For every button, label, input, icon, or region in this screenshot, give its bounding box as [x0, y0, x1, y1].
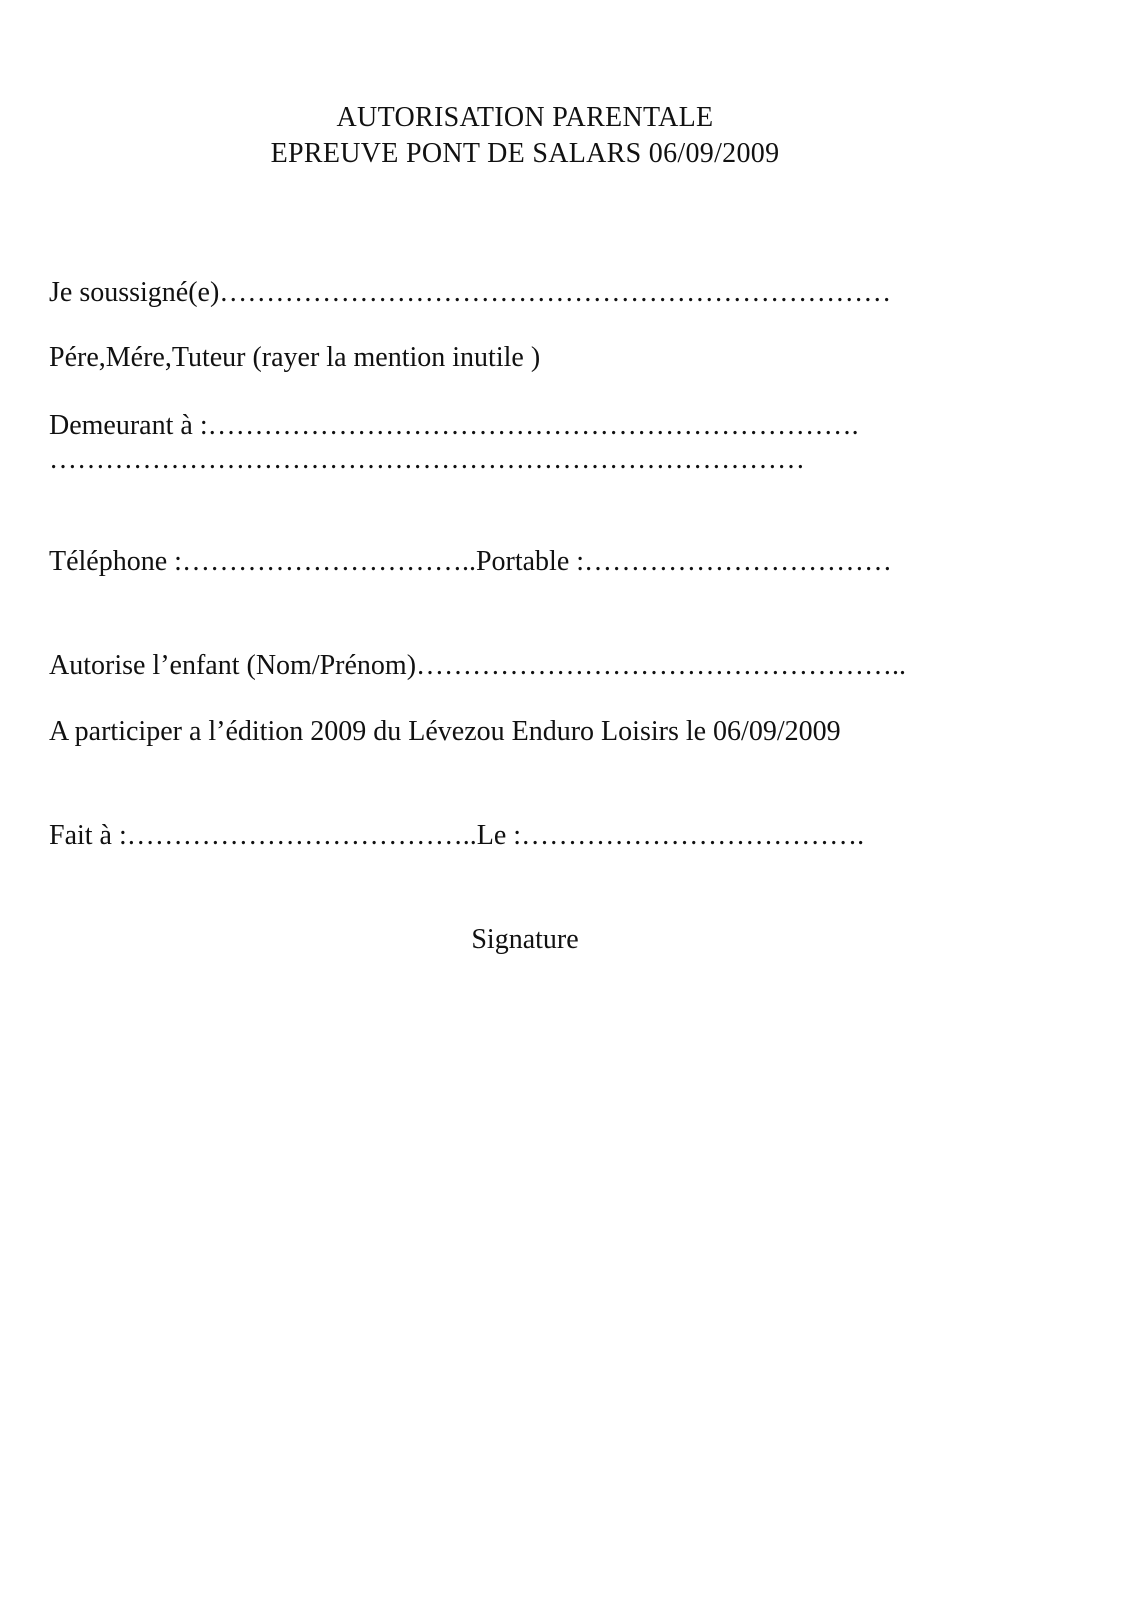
signature-label: Signature: [471, 924, 579, 955]
enfant-field[interactable]: ……………………………………………..: [416, 650, 907, 681]
participation-row: A participer a l’édition 2009 du Lévezou Enduro Loisirs le 06/09/2009: [49, 716, 841, 747]
soussigne-row: [49, 277, 891, 309]
portable-label: Portable :: [475, 546, 585, 577]
soussigne-label: Je soussigné(e): [49, 277, 220, 308]
demeurant-continuation-field[interactable]: ………………………………………………………………………: [49, 444, 805, 475]
demeurant-row: [49, 410, 859, 442]
telephone-label: Téléphone :: [49, 546, 182, 577]
fait-label: Fait à :: [49, 820, 127, 851]
telephone-row: [49, 546, 892, 578]
portable-field[interactable]: ……………………………: [584, 546, 893, 577]
enfant-row: [49, 650, 906, 682]
document-title-line2: EPREUVE PONT DE SALARS 06/09/2009: [270, 138, 780, 169]
parent-mention-row: Pére,Mére,Tuteur (rayer la mention inutile ): [49, 342, 541, 373]
fait-row: [49, 820, 864, 852]
document-title-line1: AUTORISATION PARENTALE: [336, 102, 714, 133]
enfant-label: Autorise l’enfant (Nom/Prénom): [49, 650, 417, 681]
demeurant-field[interactable]: …………………………………………………………….: [207, 410, 859, 441]
le-label: Le :: [476, 820, 522, 851]
le-field[interactable]: ……………………………….: [521, 820, 865, 851]
fait-field[interactable]: ………………………………..: [126, 820, 477, 851]
telephone-field[interactable]: …………………………..: [181, 546, 476, 577]
demeurant-label: Demeurant à :: [49, 410, 208, 441]
soussigne-field[interactable]: ………………………………………………………………: [219, 277, 892, 308]
